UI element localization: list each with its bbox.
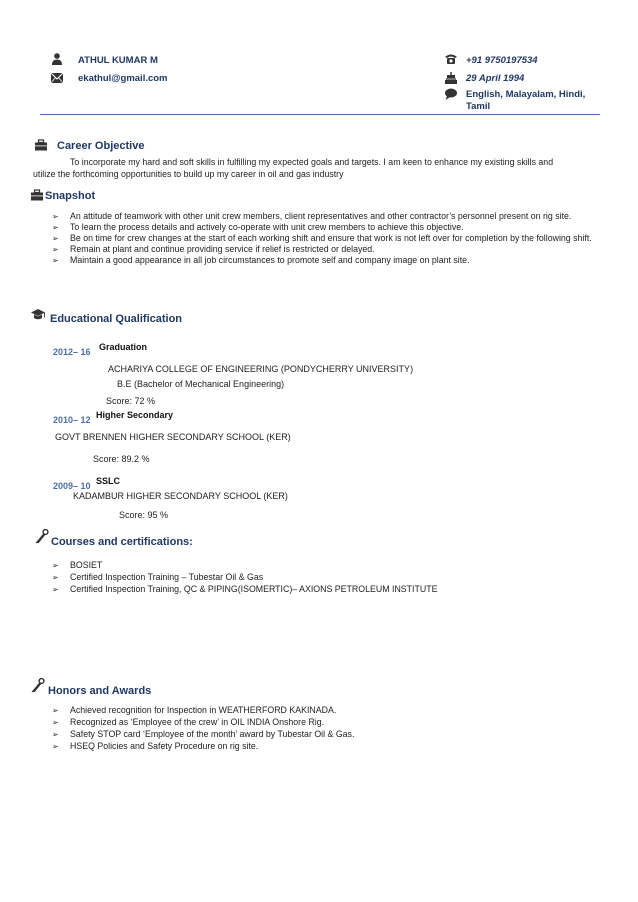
list-item: ➢ Maintain a good appearance in all job circumstances to promote self and company image on plant site. (52, 255, 470, 265)
list-item: ➢ HSEQ Policies and Safety Procedure on rig site. (52, 741, 259, 751)
list-item: ➢ Safety STOP card ‘Employee of the month’ award by Tubestar Oil & Gas. (52, 729, 355, 739)
career-objective-title: Career Objective (57, 140, 145, 152)
education-entry-school: KADAMBUR HIGHER SECONDARY SCHOOL (KER) (73, 491, 288, 501)
list-item: ➢ Recognized as ‘Employee of the crew’ in OIL INDIA Onshore Rig. (52, 717, 325, 727)
languages-line-1: English, Malayalam, Hindi, (466, 89, 586, 100)
list-item: ➢ Achieved recognition for Inspection in WEATHERFORD KAKINADA. (52, 705, 337, 715)
header-divider (40, 114, 600, 115)
briefcase-icon (30, 189, 44, 201)
education-entry-school: GOVT BRENNEN HIGHER SECONDARY SCHOOL (KER) (55, 432, 291, 442)
briefcase-icon (34, 139, 48, 151)
speech-bubble-icon (444, 88, 458, 100)
bullet-arrow-icon: ➢ (52, 742, 59, 751)
candidate-name: ATHUL KUMAR M (78, 55, 158, 66)
bullet-arrow-icon: ➢ (52, 718, 59, 727)
certificate-ribbon-icon (34, 528, 50, 544)
courses-list (50, 560, 610, 595)
list-item: ➢ An attitude of teamwork with other unit crew members, client representatives and other contractor’s personnel present on rig site. (52, 211, 572, 221)
education-entry-degree: SSLC (96, 476, 121, 486)
education-entry-score: Score: 72 % (106, 396, 156, 406)
education-entry-degree: Graduation (99, 342, 148, 352)
bullet-arrow-icon: ➢ (52, 573, 59, 582)
list-item: ➢ Remain at plant and continue providing service if relief is restricted or delayed. (52, 244, 375, 254)
list-item: ➢ Certified Inspection Training – Tubestar Oil & Gas (52, 572, 264, 582)
bullet-arrow-icon: ➢ (52, 212, 59, 221)
bullet-arrow-icon: ➢ (52, 256, 59, 265)
honors-title: Honors and Awards (48, 685, 152, 697)
bullet-arrow-icon: ➢ (52, 234, 59, 243)
career-objective-line-2: utilize the forthcoming opportunities to build up my career in oil and gas industry (33, 169, 344, 179)
certificate-ribbon-icon (30, 677, 46, 693)
person-icon (50, 53, 64, 65)
bullet-arrow-icon: ➢ (52, 585, 59, 594)
graduation-cap-icon (30, 308, 46, 322)
bullet-arrow-icon: ➢ (52, 561, 59, 570)
list-item: ➢ Be on time for crew changes at the start of each working shift and ensure that work is not left over for completion by the following shift. (52, 233, 592, 243)
bullet-arrow-icon: ➢ (52, 706, 59, 715)
list-item: ➢ To learn the process details and actively co-operate with unit crew members to achieve this objective. (52, 222, 464, 232)
birthday-cake-icon (444, 72, 458, 84)
phone-icon (444, 53, 458, 65)
snapshot-title: Snapshot (45, 190, 96, 202)
bullet-arrow-icon: ➢ (52, 245, 59, 254)
education-title: Educational Qualification (50, 313, 183, 325)
phone-number[interactable]: +91 9750197534 (466, 55, 538, 66)
date-of-birth: 29 April 1994 (466, 73, 525, 84)
education-entry-degree: Higher Secondary (96, 410, 174, 420)
education-entry-score: Score: 95 % (119, 510, 169, 520)
bullet-arrow-icon: ➢ (52, 730, 59, 739)
education-entry-school: ACHARIYA COLLEGE OF ENGINEERING (PONDYCHERRY UNIVERSITY) (108, 364, 414, 374)
languages-line-2: Tamil (466, 101, 491, 112)
education-entry-years: 2010– 12 (53, 415, 91, 425)
education-entry-score: Score: 89.2 % (93, 454, 150, 464)
education-entry-years: 2012– 16 (53, 347, 91, 357)
honors-list (50, 705, 610, 752)
list-item: ➢ Certified Inspection Training, QC & PIPING(ISOMERTIC)– AXIONS PETROLEUM INSTITUTE (52, 584, 438, 594)
education-entry-years: 2009– 10 (53, 481, 91, 491)
bullet-arrow-icon: ➢ (52, 223, 59, 232)
education-entry-detail: B.E (Bachelor of Mechanical Engineering) (117, 379, 285, 389)
envelope-icon (50, 72, 64, 84)
email-address[interactable]: ekathul@gmail.com (78, 73, 168, 84)
snapshot-list (50, 211, 598, 266)
career-objective-line-1: To incorporate my hard and soft skills in fulfilling my expected goals and targets. I am keen to enhance my existing skills and (70, 157, 554, 167)
courses-title: Courses and certifications: (51, 536, 193, 548)
list-item: ➢ BOSIET (52, 560, 103, 570)
